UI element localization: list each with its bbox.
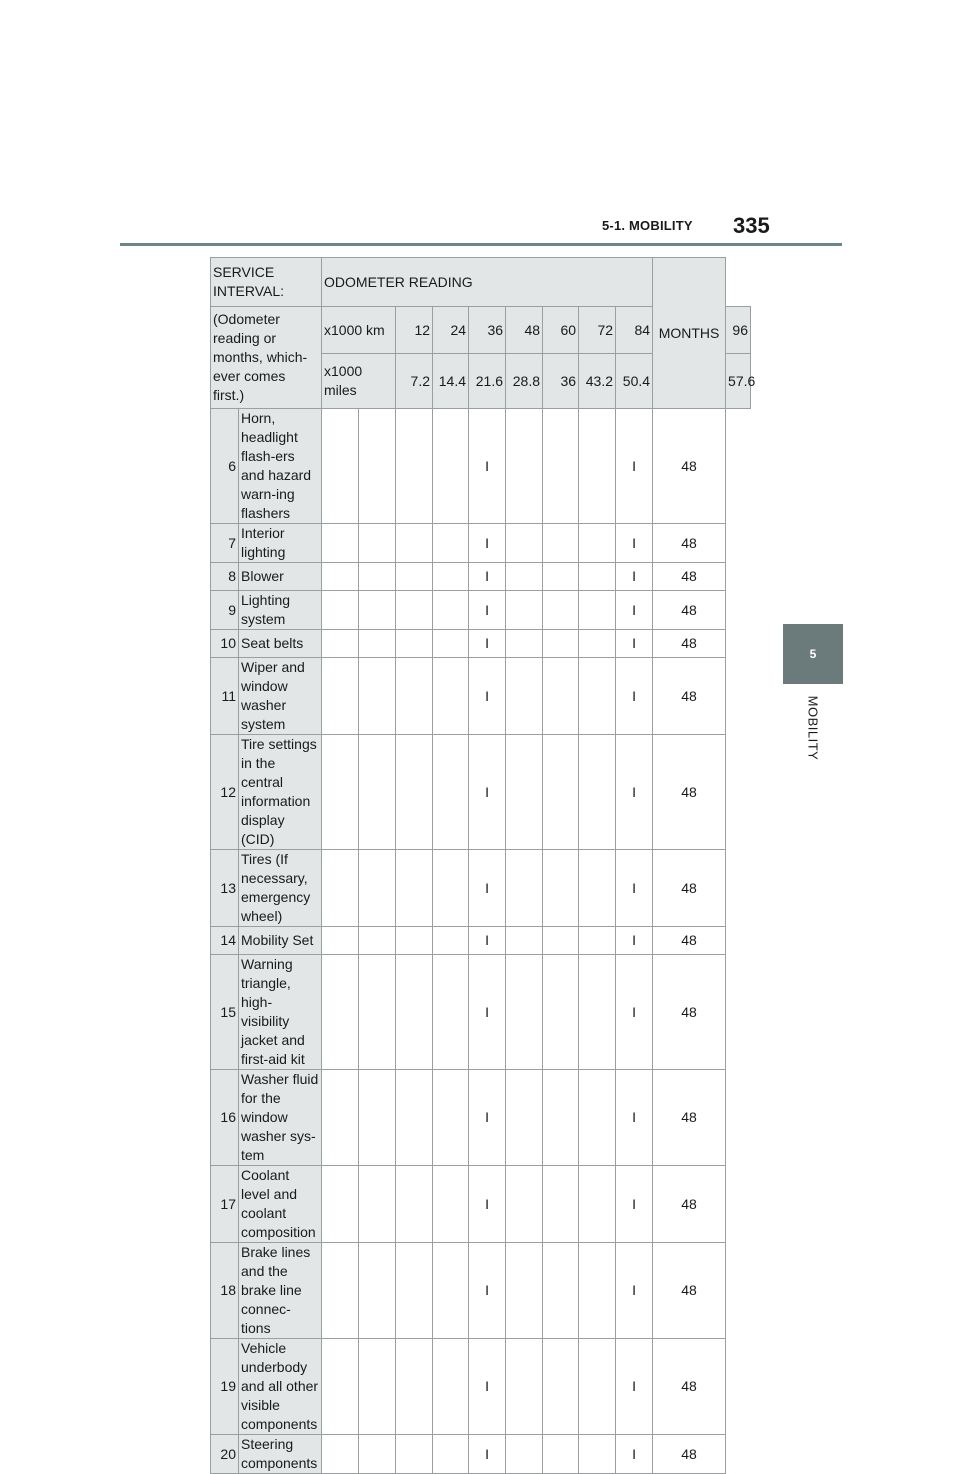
interval-cell <box>506 955 543 1070</box>
interval-cell <box>579 1339 616 1435</box>
interval-cell <box>579 658 616 735</box>
interval-cell: I <box>469 850 506 927</box>
miles-label: x1000 miles <box>322 354 396 409</box>
months-value: 48 <box>653 1339 726 1435</box>
interval-cell <box>506 1166 543 1243</box>
interval-cell <box>433 524 469 563</box>
interval-cell <box>433 850 469 927</box>
item-number: 16 <box>211 1070 239 1166</box>
section-title: 5-1. MOBILITY <box>602 218 693 233</box>
table-row <box>211 630 751 658</box>
item-number: 10 <box>211 630 239 658</box>
interval-cell <box>543 927 579 955</box>
interval-cell <box>506 850 543 927</box>
interval-cell <box>543 1243 579 1339</box>
km-value: 24 <box>433 307 469 354</box>
interval-cell <box>579 927 616 955</box>
interval-cell <box>506 409 543 524</box>
item-description: Lighting system <box>239 591 322 630</box>
interval-cell <box>322 955 359 1070</box>
interval-cell <box>579 955 616 1070</box>
service-interval-label: SERVICE INTERVAL: <box>211 258 322 307</box>
interval-cell <box>579 735 616 850</box>
interval-cell <box>359 630 396 658</box>
interval-cell <box>543 850 579 927</box>
interval-cell <box>506 1339 543 1435</box>
table-row <box>211 1243 751 1339</box>
item-description: Vehicle underbody and all other visible components <box>239 1339 322 1435</box>
interval-cell <box>359 591 396 630</box>
interval-cell <box>396 735 433 850</box>
interval-cell: I <box>616 524 653 563</box>
interval-cell <box>322 658 359 735</box>
interval-cell <box>543 524 579 563</box>
chapter-tab[interactable] <box>783 624 843 684</box>
km-value: 48 <box>506 307 543 354</box>
item-description: Tires (If necessary, emergency wheel) <box>239 850 322 927</box>
interval-cell <box>543 1166 579 1243</box>
interval-cell <box>543 1435 579 1474</box>
interval-cell <box>396 850 433 927</box>
km-value: 60 <box>543 307 579 354</box>
months-label: MONTHS <box>653 258 726 409</box>
header-divider <box>120 243 842 246</box>
interval-cell: I <box>616 563 653 591</box>
interval-cell <box>359 658 396 735</box>
chapter-number: 5 <box>809 647 817 661</box>
interval-cell <box>506 524 543 563</box>
table-row <box>211 1166 751 1243</box>
table-row <box>211 409 751 524</box>
table-row <box>211 1339 751 1435</box>
item-number: 6 <box>211 409 239 524</box>
interval-cell: I <box>616 658 653 735</box>
months-value: 48 <box>653 1435 726 1474</box>
interval-cell: I <box>469 1435 506 1474</box>
interval-cell <box>579 1243 616 1339</box>
interval-cell <box>359 524 396 563</box>
interval-cell <box>396 658 433 735</box>
interval-cell: I <box>616 850 653 927</box>
months-value: 48 <box>653 1166 726 1243</box>
table-row <box>211 658 751 735</box>
interval-cell <box>433 1243 469 1339</box>
page-number: 335 <box>733 213 770 238</box>
interval-cell <box>433 409 469 524</box>
miles-value: 21.6 <box>469 354 506 409</box>
interval-cell: I <box>616 927 653 955</box>
item-description: Tire settings in the central information display (CID) <box>239 735 322 850</box>
interval-cell <box>506 591 543 630</box>
item-description: Interior lighting <box>239 524 322 563</box>
months-value: 48 <box>653 927 726 955</box>
miles-value: 7.2 <box>396 354 433 409</box>
miles-value: 36 <box>543 354 579 409</box>
interval-cell <box>396 927 433 955</box>
interval-cell <box>359 927 396 955</box>
months-value: 48 <box>653 591 726 630</box>
item-description: Coolant level and coolant composition <box>239 1166 322 1243</box>
interval-cell <box>359 1243 396 1339</box>
interval-cell <box>433 1166 469 1243</box>
chapter-label: MOBILITY <box>805 695 821 761</box>
interval-cell <box>396 409 433 524</box>
interval-cell: I <box>616 409 653 524</box>
months-value: 48 <box>653 409 726 524</box>
item-number: 18 <box>211 1243 239 1339</box>
months-value: 48 <box>653 658 726 735</box>
interval-cell <box>322 850 359 927</box>
interval-cell <box>396 1243 433 1339</box>
item-description: Warning triangle, high-visibility jacket and first-aid kit <box>239 955 322 1070</box>
interval-cell <box>543 658 579 735</box>
miles-value: 28.8 <box>506 354 543 409</box>
table-row <box>211 591 751 630</box>
item-number: 20 <box>211 1435 239 1474</box>
item-description: Washer fluid for the window washer sys-tem <box>239 1070 322 1166</box>
interval-cell <box>543 1339 579 1435</box>
item-description: Mobility Set <box>239 927 322 955</box>
table-row <box>211 524 751 563</box>
km-label: x1000 km <box>322 307 396 354</box>
km-value: 96 <box>726 307 751 354</box>
interval-cell <box>433 1435 469 1474</box>
months-value: 48 <box>653 1070 726 1166</box>
interval-cell <box>579 524 616 563</box>
item-number: 8 <box>211 563 239 591</box>
item-number: 7 <box>211 524 239 563</box>
months-value: 48 <box>653 1243 726 1339</box>
table-row <box>211 735 751 850</box>
months-value: 48 <box>653 850 726 927</box>
km-value: 36 <box>469 307 506 354</box>
interval-cell <box>579 409 616 524</box>
interval-cell <box>579 630 616 658</box>
months-value: 48 <box>653 563 726 591</box>
interval-cell <box>396 563 433 591</box>
months-value: 48 <box>653 955 726 1070</box>
interval-cell: I <box>469 1339 506 1435</box>
interval-cell: I <box>469 409 506 524</box>
odometer-reading-label: ODOMETER READING <box>322 258 653 307</box>
interval-cell: I <box>469 591 506 630</box>
item-description: Wiper and window washer system <box>239 658 322 735</box>
item-number: 15 <box>211 955 239 1070</box>
interval-cell <box>396 591 433 630</box>
interval-cell <box>579 563 616 591</box>
interval-cell <box>506 658 543 735</box>
interval-cell <box>396 1166 433 1243</box>
interval-cell <box>322 591 359 630</box>
item-description: Brake lines and the brake line connec-tions <box>239 1243 322 1339</box>
interval-cell <box>322 1070 359 1166</box>
interval-cell <box>359 409 396 524</box>
interval-note: (Odometer reading or months, which-ever comes first.) <box>211 307 322 409</box>
interval-cell: I <box>616 1070 653 1166</box>
interval-cell <box>543 630 579 658</box>
interval-cell <box>506 927 543 955</box>
interval-cell <box>322 1339 359 1435</box>
item-description: Horn, headlight flash-ers and hazard warn-ing flashers <box>239 409 322 524</box>
interval-cell <box>359 850 396 927</box>
interval-cell <box>322 563 359 591</box>
item-description: Seat belts <box>239 630 322 658</box>
item-number: 14 <box>211 927 239 955</box>
interval-cell <box>579 850 616 927</box>
interval-cell <box>396 1070 433 1166</box>
item-description: Blower <box>239 563 322 591</box>
interval-cell: I <box>469 1166 506 1243</box>
item-number: 13 <box>211 850 239 927</box>
interval-cell <box>359 955 396 1070</box>
interval-cell: I <box>469 927 506 955</box>
item-number: 12 <box>211 735 239 850</box>
interval-cell: I <box>469 524 506 563</box>
interval-cell: I <box>616 1243 653 1339</box>
table-row <box>211 1070 751 1166</box>
interval-cell: I <box>616 591 653 630</box>
months-value: 48 <box>653 630 726 658</box>
interval-cell <box>506 630 543 658</box>
interval-cell: I <box>616 955 653 1070</box>
table-row <box>211 955 751 1070</box>
interval-cell <box>579 591 616 630</box>
interval-cell <box>433 658 469 735</box>
km-value: 84 <box>616 307 653 354</box>
item-number: 17 <box>211 1166 239 1243</box>
interval-cell <box>543 591 579 630</box>
interval-cell: I <box>469 658 506 735</box>
item-number: 11 <box>211 658 239 735</box>
interval-cell: I <box>616 1339 653 1435</box>
interval-cell <box>396 955 433 1070</box>
interval-cell <box>433 1070 469 1166</box>
km-value: 72 <box>579 307 616 354</box>
months-value: 48 <box>653 524 726 563</box>
interval-cell <box>322 524 359 563</box>
table-row <box>211 850 751 927</box>
interval-cell <box>359 1166 396 1243</box>
interval-cell <box>579 1070 616 1166</box>
interval-cell <box>322 927 359 955</box>
interval-cell: I <box>616 1166 653 1243</box>
interval-cell <box>543 563 579 591</box>
interval-cell <box>543 1070 579 1166</box>
header-row-interval <box>211 258 751 307</box>
interval-cell <box>579 1166 616 1243</box>
interval-cell <box>359 735 396 850</box>
item-number: 19 <box>211 1339 239 1435</box>
interval-cell <box>433 955 469 1070</box>
interval-cell <box>433 591 469 630</box>
interval-cell <box>433 1339 469 1435</box>
miles-value: 50.4 <box>616 354 653 409</box>
interval-cell <box>322 1435 359 1474</box>
interval-cell <box>506 1435 543 1474</box>
interval-cell <box>433 927 469 955</box>
table-row <box>211 563 751 591</box>
interval-cell <box>322 1166 359 1243</box>
interval-cell: I <box>469 563 506 591</box>
interval-cell <box>543 955 579 1070</box>
miles-value: 43.2 <box>579 354 616 409</box>
interval-cell <box>433 563 469 591</box>
months-value: 48 <box>653 735 726 850</box>
interval-cell <box>322 409 359 524</box>
table-row <box>211 1435 751 1474</box>
interval-cell <box>433 735 469 850</box>
interval-cell: I <box>616 735 653 850</box>
table-row <box>211 927 751 955</box>
interval-cell <box>322 735 359 850</box>
interval-cell: I <box>469 630 506 658</box>
interval-cell <box>396 524 433 563</box>
item-number: 9 <box>211 591 239 630</box>
interval-cell <box>359 1070 396 1166</box>
interval-cell <box>506 1070 543 1166</box>
interval-cell: I <box>616 1435 653 1474</box>
interval-cell <box>322 630 359 658</box>
item-description: Steering components <box>239 1435 322 1474</box>
miles-value: 57.6 <box>726 354 751 409</box>
interval-cell <box>396 630 433 658</box>
interval-cell: I <box>616 630 653 658</box>
interval-cell <box>506 735 543 850</box>
interval-cell <box>543 409 579 524</box>
interval-cell <box>359 563 396 591</box>
interval-cell <box>433 630 469 658</box>
km-value: 12 <box>396 307 433 354</box>
maintenance-schedule-table <box>210 257 756 1474</box>
interval-cell <box>396 1435 433 1474</box>
interval-cell <box>396 1339 433 1435</box>
interval-cell: I <box>469 1243 506 1339</box>
interval-cell <box>543 735 579 850</box>
interval-cell <box>506 563 543 591</box>
interval-cell: I <box>469 735 506 850</box>
miles-value: 14.4 <box>433 354 469 409</box>
interval-cell <box>359 1339 396 1435</box>
interval-cell <box>506 1243 543 1339</box>
interval-cell <box>322 1243 359 1339</box>
interval-cell: I <box>469 1070 506 1166</box>
interval-cell: I <box>469 955 506 1070</box>
interval-cell <box>579 1435 616 1474</box>
interval-cell <box>359 1435 396 1474</box>
